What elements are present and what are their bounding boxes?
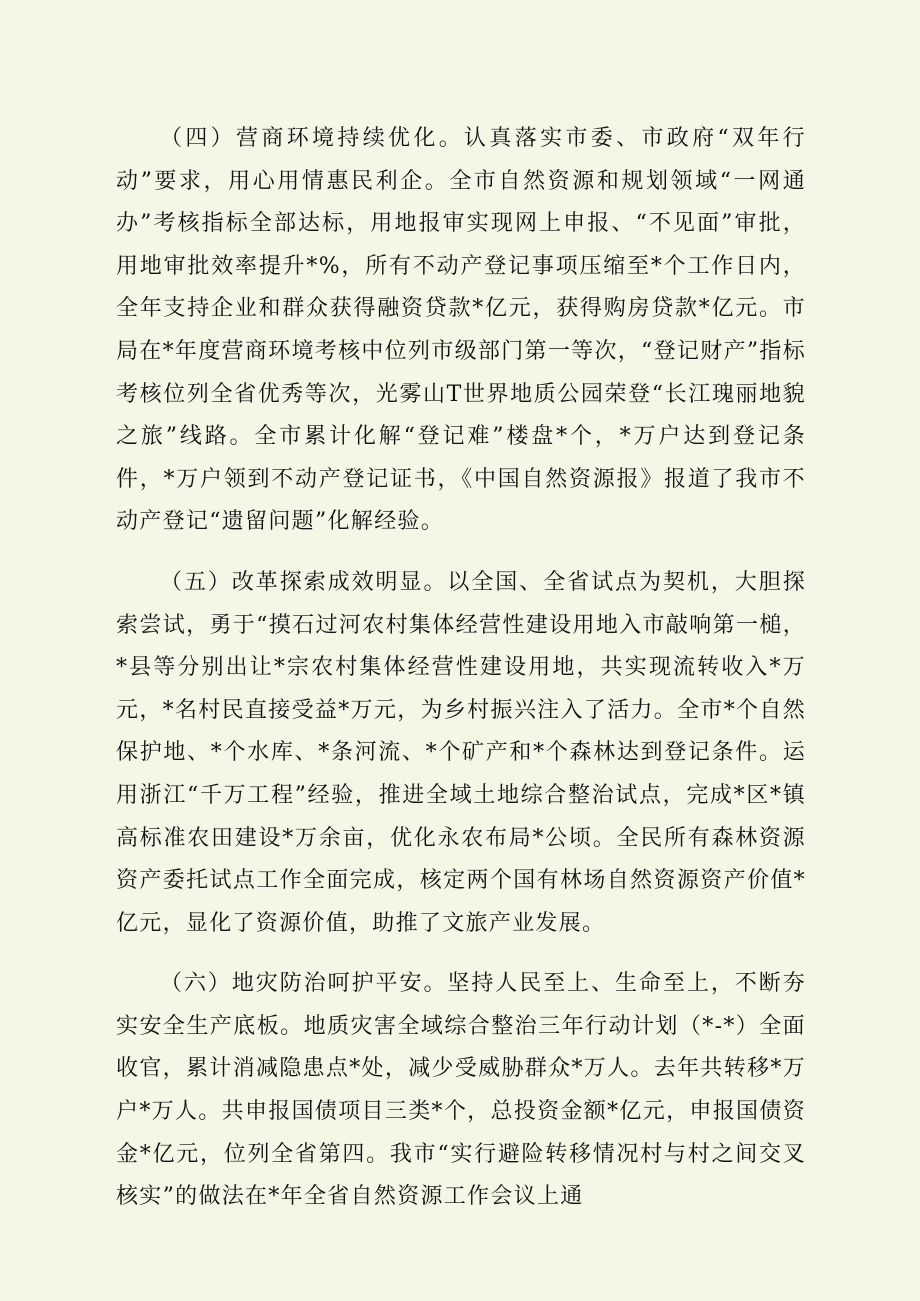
document-body bbox=[116, 118, 806, 1237]
paragraph-geohazard-prevention: （六）地灾防治呵护平安。坚持人民至上、生命至上，不断夯实安全生产底板。地质灾害全域综合整治三年行动计划（*-*）全面收官，累计消减隐患点*处，减少受威胁群众*万人。去年共转移*万户*万人。共申报国债项目三类*个，总投资金额*亿元，申报国债资金*亿元，位列全省第四。我市“实行避险转移情况村与村之间交叉核实”的做法在*年全省自然资源工作会议上通 bbox=[116, 971, 806, 1210]
paragraph-business-environment: （四）营商环境持续优化。认真落实市委、市政府“双年行动”要求，用心用情惠民利企。全市自然资源和规划领域“一网通办”考核指标全部达标，用地报审实现网上申报、“不见面”审批，用地审批效率提升*%，所有不动产登记事项压缩至*个工作日内，全年支持企业和群众获得融资贷款*亿元，获得购房贷款*亿元。市局在*年度营商环境考核中位列市级部门第一等次，“登记财产”指标考核位列全省优秀等次，光雾山T世界地质公园荣登“长江瑰丽地貌之旅”线路。全市累计化解“登记难”楼盘*个，*万户达到登记条件，*万户领到不动产登记证书，《中国自然资源报》报道了我市不动产登记“遗留问题”化解经验。 bbox=[116, 126, 806, 535]
paragraph-reform-exploration: （五）改革探索成效明显。以全国、全省试点为契机，大胆探索尝试，勇于“摸石过河农村集体经营性建设用地入市敲响第一槌，*县等分别出让*宗农村集体经营性建设用地，共实现流转收入*万元，*名村民直接受益*万元，为乡村振兴注入了活力。全市*个自然保护地、*个水库、*条河流、*个矿产和*个森林达到登记条件。运用浙江“千万工程”经验，推进全域土地综合整治试点，完成*区*镇高标准农田建设*万余亩，优化永农布局*公顷。全民所有森林资源资产委托试点工作全面完成，核定两个国有林场自然资源资产价值*亿元，显化了资源价值，助推了文旅产业发展。 bbox=[116, 569, 806, 936]
